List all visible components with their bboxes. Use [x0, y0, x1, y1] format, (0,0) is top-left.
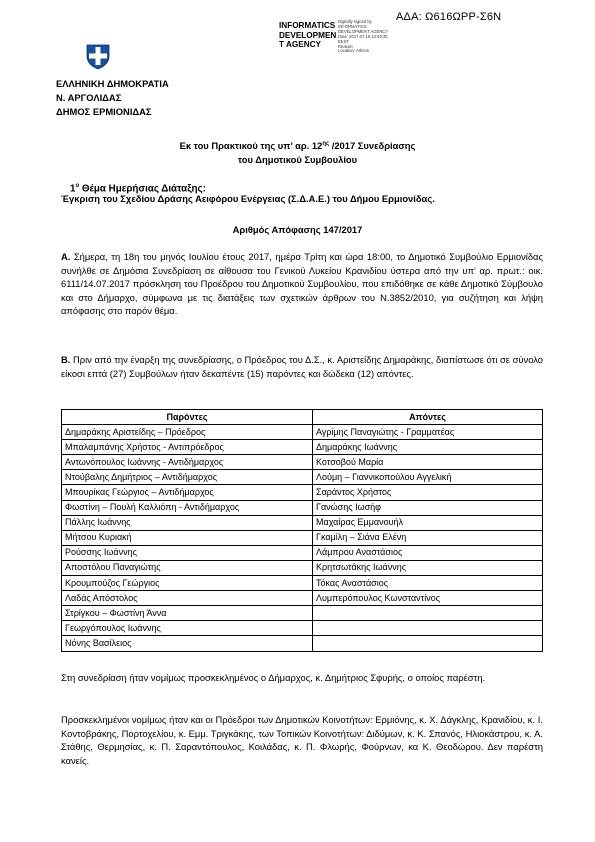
table-row [62, 530, 543, 545]
attendance-table [61, 409, 543, 652]
signature-details [338, 20, 408, 54]
signature-detail-line: INFORMATICS [338, 23, 367, 29]
ada-code: ΑΔΑ: Ω616ΩΡΡ-Σ6Ν [396, 11, 502, 23]
absent-member: Αγρίμης Παναγιώτης - Γραμματέας [313, 425, 543, 440]
absent-member: Τόκας Αναστάσιος [313, 576, 543, 591]
signature-detail-line: Reason: [338, 43, 354, 49]
greek-coat-of-arms-icon [84, 42, 112, 70]
table-row [62, 470, 543, 485]
absent-member [313, 606, 543, 621]
absent-member [313, 621, 543, 636]
present-member: Δημαράκης Αριστείδης – Πρόεδρος [62, 425, 313, 440]
signature-org-line: DEVELOPMEN [279, 30, 337, 40]
absent-member: Κοτσοβού Μαρία [313, 455, 543, 470]
table-row [62, 606, 543, 621]
present-member: Αποστόλου Παναγιώτης [62, 560, 313, 575]
paragraph-a [61, 250, 543, 318]
table-header-row [62, 410, 543, 425]
paragraph-b [61, 353, 543, 380]
agenda-subject: Έγκριση του Σχεδίου Δράσης Αειφόρου Ενέργειας (Σ.Δ.Α.Ε.) του Δήμου Ερμιονίδας. [61, 193, 435, 204]
minutes-extract-line: του Δημοτικού Συμβουλίου [237, 154, 358, 166]
table-row [62, 636, 543, 651]
present-member: Νόνης Βασίλειος [62, 636, 313, 651]
signature-org-line: T AGENCY [279, 40, 322, 50]
present-member: Γεωργόπουλος Ιωάννης [62, 621, 313, 636]
invited-presidents-paragraph: Προσκεκλημένοι νομίμως ήταν και οι Πρόεδροι των Δημοτικών Κοινοτήτων: Ερμιόνης, κ. Χ. Δάγκλης, Κρανιδίου, κ. Ι. Κοντοβράκης, Πορτοχελίου, κ. Εμμ. Τριγκάκης, των Τοπικών Κοινοτήτων: Διδύμων, κ. Κ. Σπανός, Ηλιοκάστρου, κ. Α. Στάθης, Θερμησίας, κ. Π. Σαραντόπουλος, Κοιλάδας, κ. Π. Φλωρής, Φούρνων, κα Κ. Θεοδώρου. Δεν παρέστη κανείς. [61, 714, 543, 766]
paragraph-a-text: Σήμερα, τη 18η του μηνός Ιουλίου έτους 2017, ημέρα Τρίτη και ώρα 18:00, το Δημοτικό Συμβούλιο Ερμιονίδας συνήλθε σε Δημόσια Συνεδρίαση σε αίθουσα του Γενικού Λυκείου Κρανιδίου ύστερα από την υπ’ αρ. πρωτ.: οικ. 6111/14.07.2017 πρόσκληση του Προέδρου του Δημοτικού Συμβουλίου, που επιδόθηκε σε κάθε Δημοτικό Σύμβουλο και στο Δήμαρχο, σύμφωνα με τις διατάξεις των σχετικών άρθρων του Ν.3852/2010, για συζήτηση και λήψη απόφασης στο παρόν θέμα. [61, 251, 543, 317]
signature-detail-line: Digitally signed by [338, 19, 372, 24]
table-row [62, 591, 543, 606]
table-row [62, 621, 543, 636]
signature-detail-line: EEST [338, 38, 349, 44]
present-member: Πάλλης Ιωάννης [62, 515, 313, 530]
paragraph-b-lead: Β. [61, 354, 71, 365]
mayor-paragraph: Στη συνεδρίαση ήταν νομίμως προσκεκλημένος ο Δήμαρχος, κ. Δημήτριος Σφυρής, ο οποίος παρέστη. [61, 672, 486, 683]
present-header: Παρόντες [62, 410, 313, 425]
absent-member: Μαχαίρας Εμμανουήλ [313, 515, 543, 530]
absent-member [313, 636, 543, 651]
agenda-item-label: $1^o$ Θέμα Ημερήσιας Διάταξης: [70, 183, 206, 195]
absent-header: Απόντες [313, 410, 543, 425]
issuer-country: ΕΛΛΗΝΙΚΗ ΔΗΜΟΚΡΑΤΙΑ [56, 78, 169, 89]
present-member: Κρουμπούζος Γεώργιος [62, 576, 313, 591]
present-member: Ρούσσης Ιωάννης [62, 545, 313, 560]
decision-number: Αριθμός Απόφασης 147/2017 [232, 224, 363, 235]
issuer-prefecture: Ν. ΑΡΓΟΛΙΔΑΣ [56, 92, 122, 103]
issuer-municipality: ΔΗΜΟΣ ΕΡΜΙΟΝΙΔΑΣ [56, 106, 152, 117]
present-member: Λαδάς Απόστολος [62, 591, 313, 606]
issuer-block [56, 77, 169, 119]
table-row [62, 500, 543, 515]
signature-detail-line: Date: 2017.07.19 13:59:49 [338, 33, 388, 39]
present-member: Ντούβαλης Δημήτριος – Αντιδήμαρχος [62, 470, 313, 485]
table-row [62, 560, 543, 575]
absent-member: Λυμπερόπουλος Κωνσταντίνος [313, 591, 543, 606]
signature-detail-line: Location: Athens [338, 48, 369, 54]
present-member: Φωστίνη – Πουλή Καλλιόπη - Αντιδήμαρχος [62, 500, 313, 515]
present-member: Μπουρίκας Γεώργιος – Αντιδήμαρχος [62, 485, 313, 500]
table-row [62, 545, 543, 560]
absent-member: Κρητσωτάκης Ιωάννης [313, 560, 543, 575]
present-member: Στρίγκου – Φωστίνη Άννα [62, 606, 313, 621]
signature-organization [279, 21, 337, 50]
table-row [62, 485, 543, 500]
attendance-rows [62, 425, 543, 651]
minutes-extract-heading [0, 137, 595, 167]
signature-detail-line: DEVELOPMENT AGENCY [338, 28, 389, 34]
table-row [62, 425, 543, 440]
absent-member: Δημαράκης Ιωάννης [313, 440, 543, 455]
paragraph-a-lead: Α. [61, 251, 71, 262]
absent-member: Λούμη – Γιαννικοπούλου Αγγελική [313, 470, 543, 485]
present-member: Αντωνόπουλος Ιωάννης - Αντιδήμαρχος [62, 455, 313, 470]
table-row [62, 515, 543, 530]
present-member: Μήτσου Κυριακή [62, 530, 313, 545]
absent-member: Γανώσης Ιωσήφ [313, 500, 543, 515]
absent-member: Γκαμίλη – Σιάνα Ελένη [313, 530, 543, 545]
paragraph-b-text: Πριν από την έναρξη της συνεδρίασης, ο Πρόεδρος του Δ.Σ., κ. Αριστείδης Δημαράκης, διαπίστωσε ότι σε σύνολο είκοσι επτά (27) Συμβούλων ήταν δεκαπέντε (15) παρόντες και δώδεκα (12) απόντες. [61, 354, 543, 379]
absent-member: Σαράντος Χρήστος [313, 485, 543, 500]
table-row [62, 455, 543, 470]
table-row [62, 576, 543, 591]
signature-org-line: INFORMATICS [279, 21, 336, 30]
table-row [62, 440, 543, 455]
absent-member: Λάμπρου Αναστάσιος [313, 545, 543, 560]
present-member: Μπαλαμπάνης Χρήστος - Αντιπρόεδρος [62, 440, 313, 455]
minutes-extract-line: Εκ του Πρακτικού της υπ’ αρ. $12^{\eta\varsigma}$ /2017 Συνεδρίασης [179, 140, 416, 152]
